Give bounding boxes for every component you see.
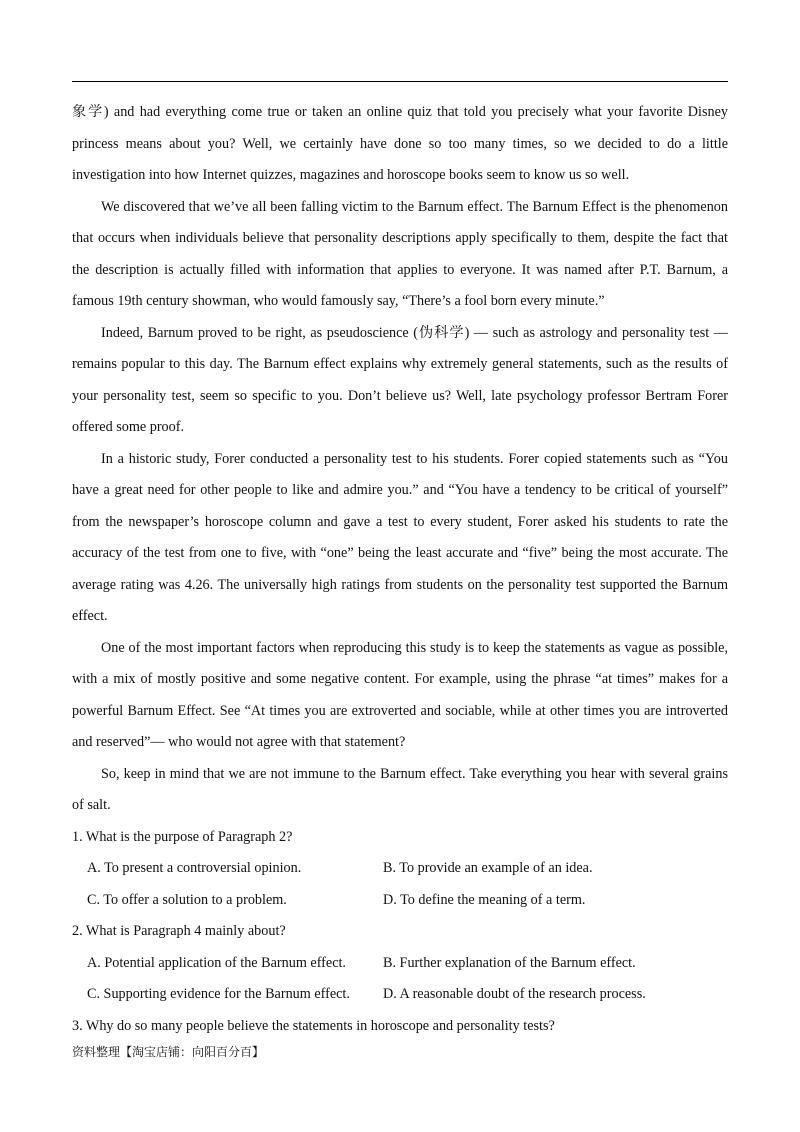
header-rule xyxy=(72,81,728,82)
paragraph-2: We discovered that we’ve all been falling victim to the Barnum effect. The Barnum Effect is the phenomenon that occurs when individuals believe that personality descriptions apply specifically to them, despite the fact that the description is actually filled with information that applies to everyone. It was named after P.T. Barnum, a famous 19th century showman, who would famously say, “There’s a fool born every minute.” xyxy=(72,198,728,309)
paragraph-3: Indeed, Barnum proved to be right, as pseudoscience (伪科学) — such as astrology and personality test — remains popular to this day. The Barnum effect explains why extremely general statements, such as the results of your personality test, seem so specific to you. Don’t believe us? Well, late psychology professor Bertram Forer offered some proof. xyxy=(72,324,728,435)
question-1-option-c: C. To offer a solution to a problem. xyxy=(87,891,287,908)
question-2-options xyxy=(72,948,728,1011)
question-2-text: 2. What is Paragraph 4 mainly about? xyxy=(72,923,286,939)
paragraph-1: 象学) and had everything come true or taken an online quiz that told you precisely what your favorite Disney princess means about you? Well, we certainly have done so too many times, so we decided to do a little investigation into how Internet quizzes, magazines and horoscope books seem to know us so well. xyxy=(72,104,728,183)
question-1-option-b: B. To provide an example of an idea. xyxy=(383,860,593,876)
question-2-option-c: C. Supporting evidence for the Barnum effect. xyxy=(87,986,350,1002)
question-1-options xyxy=(72,853,728,916)
question-3-text: 3. Why do so many people believe the statements in horoscope and personality tests? xyxy=(72,1017,555,1034)
paragraph-5: One of the most important factors when reproducing this study is to keep the statements as vague as possible, with a mix of mostly positive and some negative content. For example, using the phrase “at times” makes for a powerful Barnum Effect. See “At times you are extroverted and sociable, while at other times you are introverted and reserved”— who would not agree with that statement? xyxy=(72,639,728,750)
question-1-option-a: A. To present a controversial opinion. xyxy=(87,860,302,876)
paragraph-6: So, keep in mind that we are not immune to the Barnum effect. Take everything you hear with several grains of salt. xyxy=(72,765,728,813)
question-1 xyxy=(72,822,728,917)
question-2-option-a: A. Potential application of the Barnum effect. xyxy=(87,954,346,971)
footer-note: 资料整理【淘宝店铺：向阳百分百】 xyxy=(72,1045,265,1059)
question-1-text: 1. What is the purpose of Paragraph 2? xyxy=(72,828,293,845)
question-3 xyxy=(72,1011,728,1043)
paragraph-4: In a historic study, Forer conducted a personality test to his students. Forer copied statements such as “You have a great need for other people to like and admire you.” and “You have a tendency to be critical of yourself” from the newspaper’s horoscope column and gave a test to every student, Forer asked his students to rate the accuracy of the test from one to five, with “one” being the least accurate and “five” being the most accurate. The average rating was 4.26. The universally high ratings from students on the personality test supported the Barnum effect. xyxy=(72,450,728,624)
question-2 xyxy=(72,916,728,1011)
question-2-option-d: D. A reasonable doubt of the research process. xyxy=(383,986,646,1002)
document-body xyxy=(72,97,728,1042)
question-1-option-d: D. To define the meaning of a term. xyxy=(383,891,586,908)
question-2-option-b: B. Further explanation of the Barnum effect. xyxy=(383,954,636,971)
